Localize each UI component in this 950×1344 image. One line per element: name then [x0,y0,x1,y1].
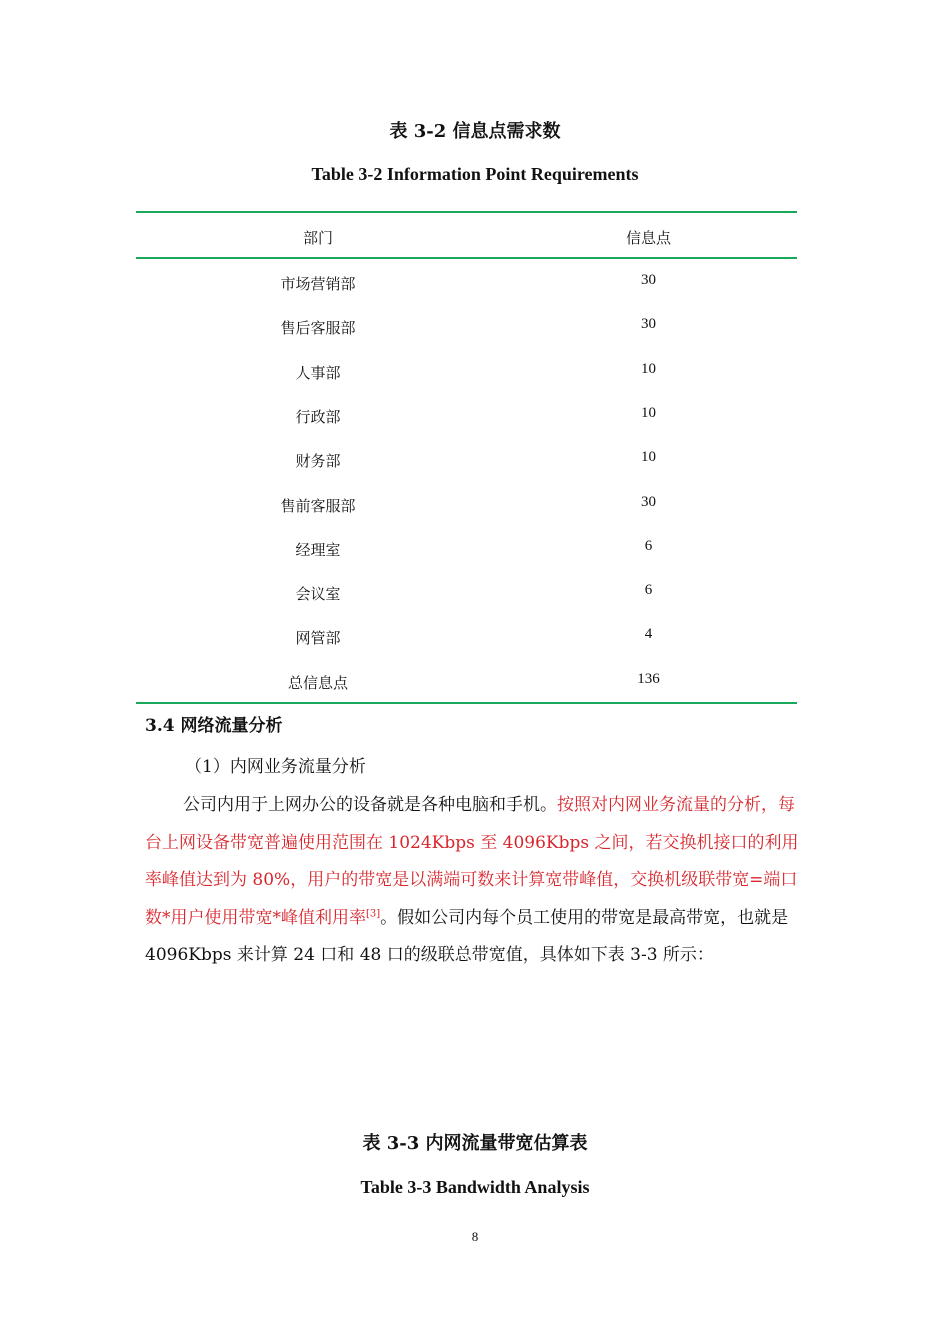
page-number: 8 [471,1229,479,1244]
table-bottom-rule [136,702,797,704]
table-cell-points: 136 [637,671,660,687]
table3-caption-en: Table 3-3 Bandwidth Analysis [360,1177,590,1197]
table-top-rule [136,211,797,213]
table-header-department: 部门 [302,229,333,247]
table-cell-points: 30 [641,494,656,510]
table-cell-points: 4 [644,626,653,642]
table-cell-department: 市场营销部 [280,275,356,293]
table-cell-points: 30 [641,272,656,288]
section-heading: 3.4 网络流量分析 [145,716,283,736]
table-cell-department: 财务部 [295,452,341,470]
para-sentence-3: 。假如公司内每个员工使用的带宽是最高带宽，也就是 4096Kbps 来计算 24 口和 48 口的级联总带宽值，具体如下表 3-3 所示： [145,907,789,965]
table-cell-department: 售前客服部 [280,497,356,515]
table-cell-department: 会议室 [295,585,341,603]
para-sentence-1: 公司内用于上网办公的设备就是各种电脑和手机。 [183,795,557,815]
table-cell-department: 总信息点 [287,674,348,692]
table-cell-department: 网管部 [295,629,341,647]
table-cell-points: 30 [641,316,656,332]
table-caption-cn: 表 3-2 信息点需求数 [389,121,561,142]
table-cell-points: 10 [641,361,656,377]
table-header-rule [136,257,797,259]
table-cell-points: 6 [644,538,653,554]
table-cell-department: 人事部 [295,364,341,382]
table-cell-points: 10 [641,449,656,465]
subsection-heading: （1）内网业务流量分析 [185,757,366,777]
body-paragraph [145,787,810,975]
table-cell-department: 售后客服部 [280,319,356,337]
table-cell-department: 行政部 [295,408,341,426]
table-caption-en: Table 3-2 Information Point Requirements [311,164,639,184]
citation[interactable]: [3] [366,907,381,919]
table-header-points: 信息点 [625,231,671,247]
table-cell-points: 10 [641,405,656,421]
table3-caption-cn: 表 3-3 内网流量带宽估算表 [362,1133,588,1154]
table-cell-points: 6 [644,582,653,598]
table-cell-department: 经理室 [295,541,341,559]
para-highlight: 按照对内网业务流量的分析，每台上网设备带宽普遍使用范围在 1024Kbps 至 4096Kbps 之间，若交换机接口的利用率峰值达到为 80%，用户的带宽是以满端可数来计算宽带峰值，交换机级联带宽=端口数*用户使用带宽*峰值利用率 [145,795,799,928]
